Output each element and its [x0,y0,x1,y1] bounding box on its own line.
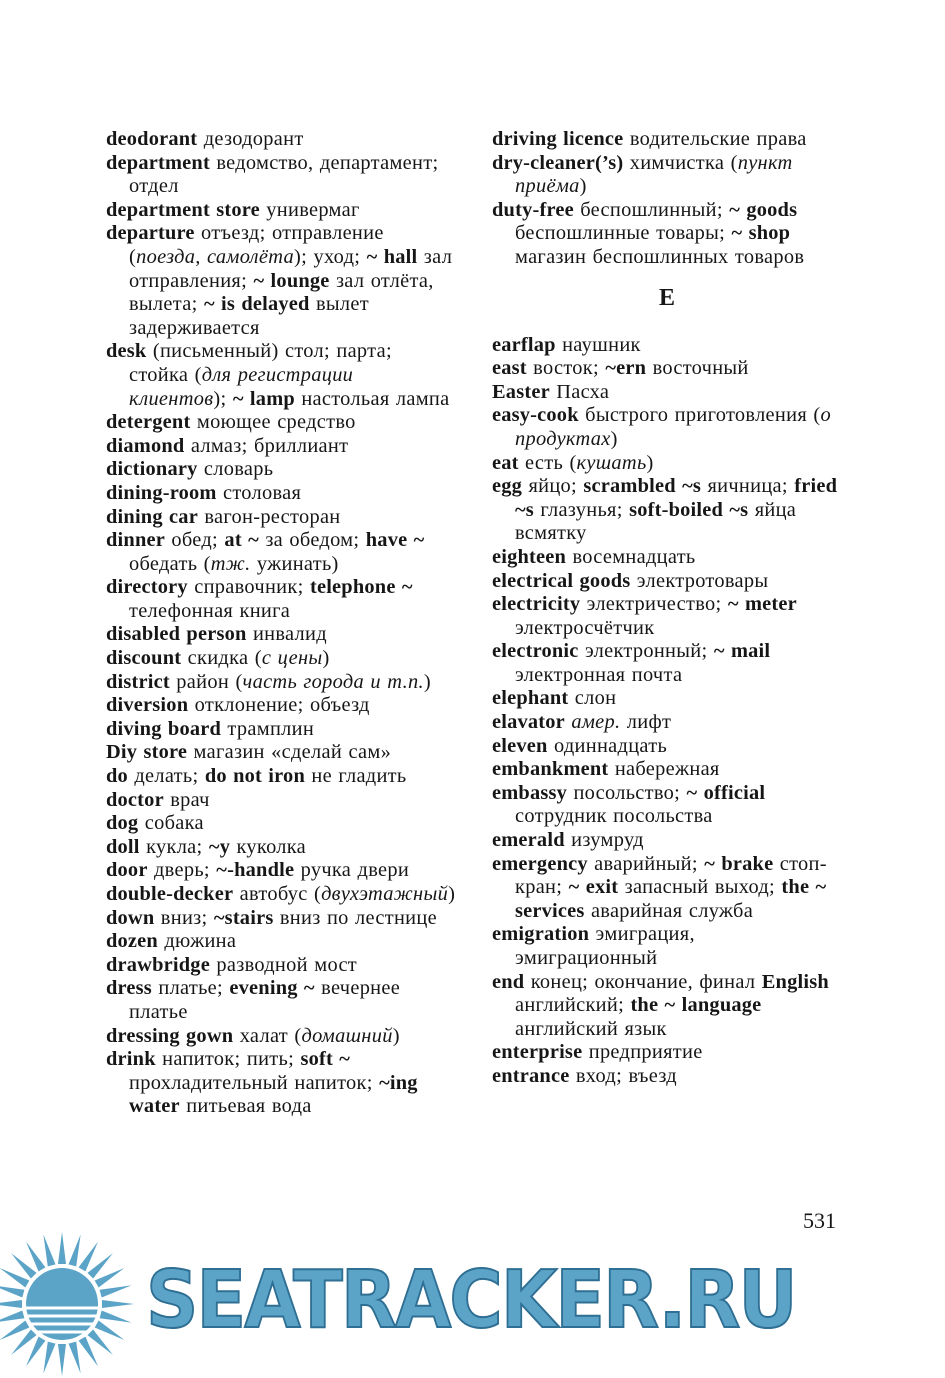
dictionary-entry: detergent моющее средство [106,411,356,434]
dictionary-entry: Easter Пасха [492,380,610,403]
dictionary-entry: disabled person инвалид [106,623,327,646]
right-column-d-entries [492,128,842,270]
dictionary-entry: electrical goods электротовары [492,569,769,592]
dictionary-entry: electronic электронный; ~ mail электронная почта [492,640,771,686]
dictionary-entry: earflap наушник [492,333,641,356]
dictionary-entry: dress платье; evening ~ вечернее платье [106,977,401,1023]
dictionary-entry: diversion отклонение; объезд [106,694,370,717]
dictionary-entry: deodorant дезодорант [106,128,304,150]
dictionary-entry: dining-room столовая [106,481,302,504]
right-column-e-entries [492,334,842,1089]
dictionary-entry: embassy посольство; ~ official сотрудник посольства [492,781,766,828]
dictionary-entry: electricity электричество; ~ meter электросчётчик [492,593,797,639]
dictionary-entry: dozen дюжина [106,930,237,953]
dictionary-entry: desk (письменный) стол; парта; стойка (для регистрации клиентов); ~ lamp настольая лампа [106,340,450,410]
dictionary-entry: eat есть (кушать) [492,451,654,474]
dictionary-entry: elephant слон [492,687,617,710]
watermark-text: SEATRACKER.RU [146,1254,796,1346]
dictionary-entry: drink напиток; пить; soft ~ прохладительный напиток; ~ing water питьевая вода [106,1048,418,1118]
dictionary-entry: diamond алмаз; бриллиант [106,434,349,457]
dictionary-entry: double-decker автобус (двухэтажный) [106,883,456,905]
dictionary-entry: duty-free беспошлинный; ~ goods беспошлинные товары; ~ shop магазин беспошлинных товаров [492,198,805,268]
dictionary-entry: district район (часть города и т.п.) [106,670,431,693]
dictionary-entry: elavator амер. лифт [492,711,672,734]
dictionary-entry: dry-cleaner(’s) химчистка (пункт приёма) [492,151,793,198]
dictionary-entry: easy-cook быстрого приготовления (о продуктах) [492,404,831,450]
dictionary-entry: dressing gown халат (домашний) [106,1024,400,1047]
dictionary-entry: doll кукла; ~y куколка [106,835,307,858]
dictionary-entry: Diy store магазин «сделай сам» [106,741,392,764]
dictionary-entry: emergency аварийный; ~ brake стоп-кран; ~ exit запасный выход; the ~ services аварийная служба [492,852,827,922]
dictionary-entry: down вниз; ~stairs вниз по лестнице [106,906,437,929]
right-column [492,128,842,1089]
dictionary-entry: department ведомство, департамент; отдел [106,151,439,198]
dictionary-entry: directory справочник; telephone ~ телефонная книга [106,576,413,622]
dictionary-entry: dining car вагон-ресторан [106,505,341,528]
section-letter-heading: E [658,284,675,311]
dictionary-entry: dictionary словарь [106,458,274,481]
dictionary-entry: driving licence водительские права [492,128,807,150]
dictionary-entry: egg яйцо; scrambled ~s яичница; fried ~s глазунья; soft-boiled ~s яйца всмятку [492,475,838,545]
dictionary-entry: end конец; окончание, финал English английский; the ~ language английский язык [492,970,829,1040]
dictionary-entry: enterprise предприятие [492,1041,703,1064]
dictionary-entry: embankment набережная [492,758,720,781]
dictionary-entry: department store универмаг [106,198,360,221]
dictionary-entry: emigration эмиграция, эмиграционный [492,923,695,969]
dictionary-entry: do делать; do not iron не гладить [106,765,407,788]
dictionary-entry: departure отъезд; отправление (поезда, самолёта); уход; ~ hall зал отправления; ~ lounge зал отлёта, вылета; ~ is delayed вылет задерживается [106,222,453,339]
dictionary-entry: dog собака [106,812,204,835]
dictionary-entry: doctor врач [106,788,210,811]
dictionary-entry: emerald изумруд [492,829,644,852]
dictionary-entry: door дверь; ~-handle ручка двери [106,859,410,882]
dictionary-entry: eighteen восемнадцать [492,545,696,568]
dictionary-entry: eleven одиннадцать [492,734,668,757]
dictionary-entry: entrance вход; въезд [492,1064,677,1087]
page-number: 531 [803,1208,836,1233]
dictionary-entry: diving board трамплин [106,717,315,740]
dictionary-entry: east восток; ~ern восточный [492,357,749,380]
dictionary-entry: drawbridge разводной мост [106,953,358,976]
dictionary-entry: discount скидка (с цены) [106,647,330,670]
left-column [106,128,456,1119]
dictionary-entry: dinner обед; at ~ за обедом; have ~ обедать (тж. ужинать) [106,529,425,575]
